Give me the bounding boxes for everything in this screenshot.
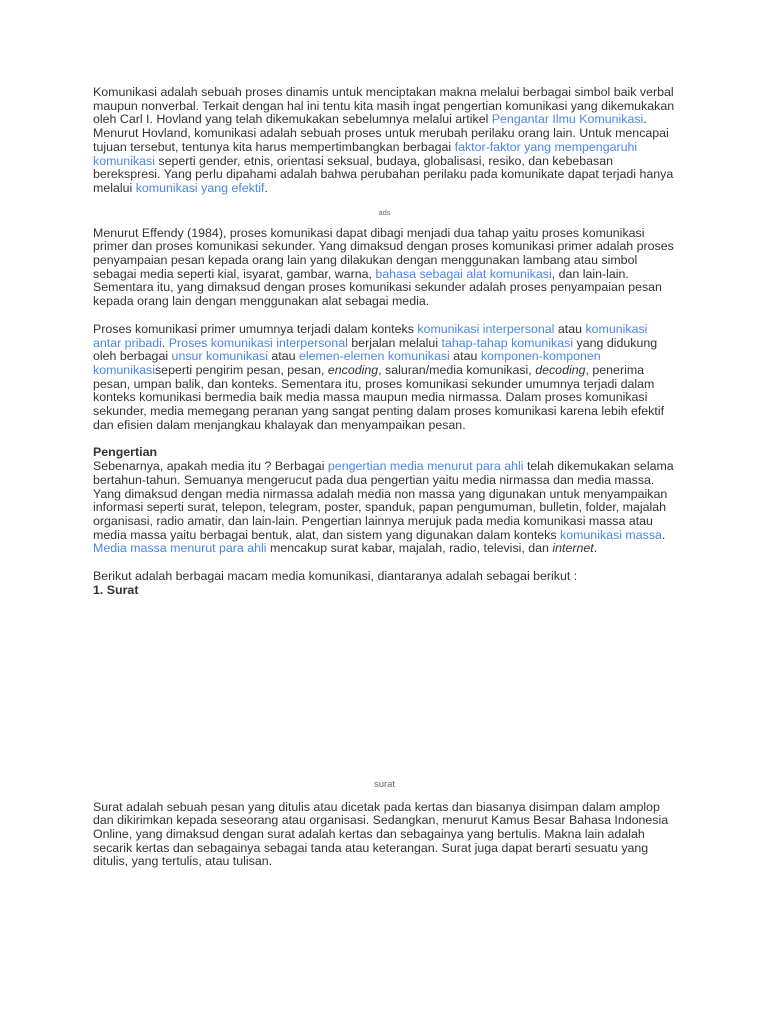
text-run: Komunikasi adalah sebuah proses dinamis untuk menciptakan makna melalui berbagai simbol baik verbal maupun nonverbal. Terkait dengan hal ini tentu kita masih ingat pengertian komunikasi yang dikemukakan oleh Carl I. Hovland yang telah dikemukakan sebelumnya melalui artikel [93,85,675,127]
text-run: . Menurut Hovland, komunikasi adalah sebuah proses untuk merubah perilaku orang lain. Untuk mencapai tujuan tersebut, tentunya kita harus mempertimbangkan berbagai [93,112,669,154]
text-run: mencakup surat kabar, majalah, radio, televisi, dan [266,541,553,556]
link-faktor-faktor[interactable]: faktor-faktor yang mempengaruhi komunikasi [93,139,638,168]
link-komponen-komponen-komunikasi[interactable]: komponen-komponen komunikasi [93,349,601,377]
surat-caption: surat [373,778,396,790]
berikut-paragraph: Berikut adalah berbagai macam media komunikasi, diantaranya adalah sebagai berikut : [93,569,578,584]
effendy-paragraph [93,227,676,309]
paragraph-gap [93,556,676,570]
text-run: yang didukung oleh berbagai [93,335,658,364]
text-run: . [593,541,598,556]
pengertian-paragraph [93,460,676,556]
text-run: . [661,527,666,542]
text-run: Sebenarnya, apakah media itu ? Berbagai [93,459,328,474]
text-run: . [264,180,268,195]
pengertian-heading: Pengertian [93,445,158,460]
text-run: , dan lain-lain. Sementara itu, yang dimaksud dengan proses komunikasi sekunder adalah proses penyampaian pesan kepada orang lain dengan menggunakan alat sebagai media. [93,266,662,309]
italic-term: internet [552,541,594,556]
surat-heading: 1. Surat [93,582,139,597]
text-run: telah dikemukakan selama bertahun-tahun. Semuanya mengerucut pada dua pengertian yaitu media nirmassa dan media massa. Yang dimaksud dengan media nirmassa adalah media non massa yang digunakan untuk menyampaikan informasi seperti surat, telepon, telegram, poster, spanduk, papan pengumuman, bulletin, folder, majalah organisasi, radio amatir, dan lain-lain. Pengertian lainnya merujuk pada media komunikasi massa atau media massa yaitu berbagai bentuk, alat, dan sistem yang digunakan dalam konteks [93,459,674,542]
paragraph-gap [93,309,676,323]
text-run: berjalan melalui [347,335,442,350]
link-media-massa-menurut-para-ahli[interactable]: Media massa menurut para ahli [93,541,267,556]
document-page [93,86,676,869]
text-run: Menurut Effendy (1984), proses komunikasi dapat dibagi menjadi dua tahap yaitu proses komunikasi primer dan proses komunikasi sekunder. Yang dimaksud dengan proses komunikasi primer adalah proses penyampaian pesan kepada orang lain yang dilakukan dengan menggunakan lambang atau simbol sebagai media seperti kial, isyarat, gambar, warna, [93,225,674,281]
link-komunikasi-interpersonal[interactable]: komunikasi interpersonal [417,321,555,336]
surat-paragraph: Surat adalah sebuah pesan yang ditulis atau dicetak pada kertas dan biasanya disimpan dalam amplop dan dikirimkan kepada seseorang atau organisasi. Sedangkan, menurut Kamus Besar Bahasa Indonesia Online, yang dimaksud dengan surat adalah kertas dan sebagainya yang bertulis. Makna lain adalah secarik kertas dan sebagainya sebagai tanda atau keterangan. Surat juga dapat berarti sesuatu yang ditulis, yang tertulis, atau tulisan. [93,799,669,869]
text-run: , penerima pesan, umpan balik, dan konteks. Sementara itu, proses komunikasi sekunder umumnya terjadi dalam konteks komunikasi bermedia baik media massa maupun media nirmassa. Dalam proses komunikasi sekunder, media memegang peranan yang sangat penting dalam proses komunikasi karena lebih efektif dan efisien dalam menjangkau khalayak dan menyampaikan pesan. [93,362,665,432]
link-proses-komunikasi-interpersonal[interactable]: Proses komunikasi interpersonal [168,335,348,350]
link-elemen-elemen-komunikasi[interactable]: elemen-elemen komunikasi [298,349,450,364]
ads-label: ads [378,207,391,217]
italic-term: decoding [535,362,586,377]
surat-image-placeholder [93,598,676,779]
italic-term: encoding [327,362,379,377]
text-run: seperti gender, etnis, orientasi seksual, budaya, globalisasi, resiko, dan kebebasan berekspresi. Yang perlu dipahami adalah bahwa perubahan perilaku pada komunikate dapat terjadi hanya melalui [93,153,674,195]
text-run: atau [554,321,586,336]
text-run: seperti pengirim pesan, pesan, [154,362,328,377]
text-run: , saluran/media komunikasi, [378,362,536,377]
link-komunikasi-yang-efektif[interactable]: komunikasi yang efektif [135,180,265,195]
primer-paragraph [93,323,676,433]
link-komunikasi-antar-pribadi[interactable]: komunikasi antar pribadi [93,321,648,350]
text-run: atau [449,349,481,364]
link-tahap-tahap-komunikasi[interactable]: tahap-tahap komunikasi [441,335,574,350]
intro-paragraph [93,86,676,196]
link-unsur-komunikasi[interactable]: unsur komunikasi [171,349,268,364]
link-pengertian-media[interactable]: pengertian media menurut para ahli [327,459,524,474]
paragraph-gap [93,432,676,446]
link-pengantar-ilmu-komunikasi[interactable]: Pengantar Ilmu Komunikasi [491,112,644,127]
link-komunikasi-massa[interactable]: komunikasi massa [560,527,662,542]
text-run: . [161,335,169,350]
link-bahasa-sebagai-alat-komunikasi[interactable]: bahasa sebagai alat komunikasi [375,266,552,281]
text-run: Proses komunikasi primer umumnya terjadi dalam konteks [93,321,418,336]
text-run: atau [267,349,299,364]
